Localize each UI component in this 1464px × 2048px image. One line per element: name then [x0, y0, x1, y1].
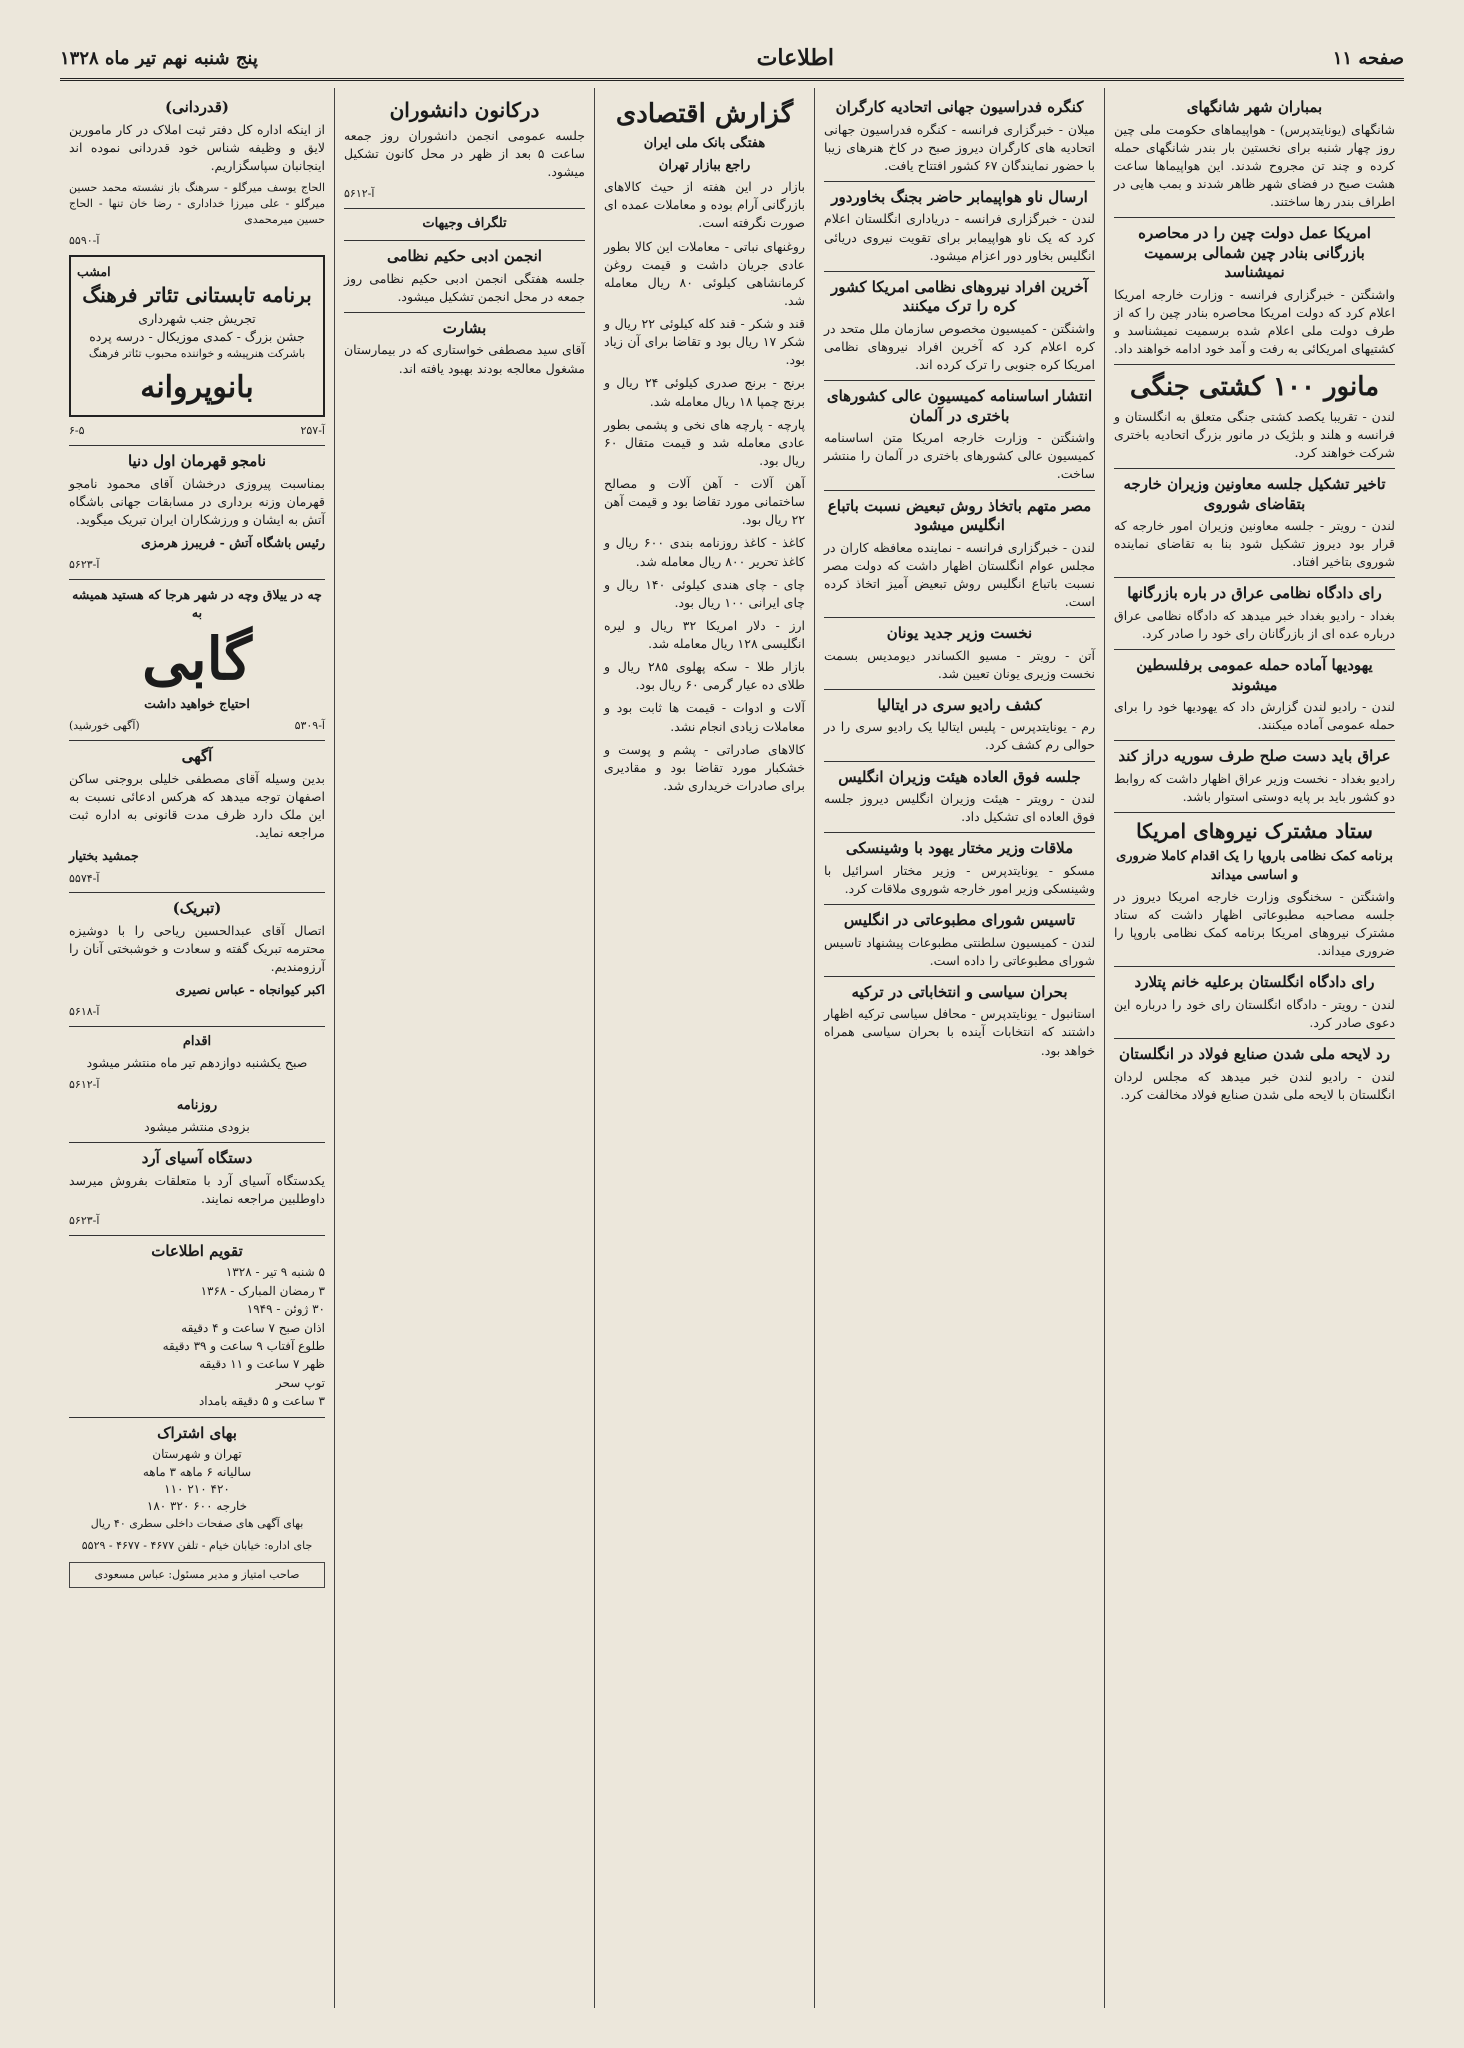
ad-number: آ-۵۵۷۴: [69, 871, 100, 885]
headline: رای دادگاه انگلستان برعلیه خانم پتلارد: [1134, 973, 1375, 992]
article-text: لندن - رادیو لندن خبر میدهد که مجلس لردان انگلستان با لایحه ملی شدن صنایع فولاد مخالفت کرد.: [1114, 1068, 1395, 1102]
divider: [824, 832, 1095, 833]
column-notices: [334, 88, 594, 2008]
headline: انتشار اساسنامه کمیسیون عالی کشورهای باختری در آلمان: [826, 387, 1093, 425]
article-text: آقای سید مصطفی خواستاری که در بیمارستان مشغول معالجه بودند بهبود یافته اند.: [344, 342, 585, 376]
ad-tag: امشب: [77, 263, 111, 279]
column-economic-report: [594, 88, 814, 2008]
calendar-title: تقویم اطلاعات: [151, 1241, 243, 1260]
article-text: جلسه عمومی انجمن دانشوران روز جمعه ساعت ۵ بعد از ظهر در محل کانون تشکیل میشود.: [344, 128, 585, 180]
divider: [1114, 966, 1395, 967]
article-text: واشنگتن - کمیسیون مخصوص سازمان ملل متحد در کره اعلام کرد که آخرین افراد نیروهای نظامی امریکا کره جنوبی را ترک کرده اند.: [824, 320, 1095, 372]
ad-line: باشرکت هنرپیشه و خواننده محبوب تئاتر فرهنگ: [88, 347, 306, 360]
headline: تاخیر تشکیل جلسه معاونین وزیران خارجه بتقاضای شوروی: [1123, 475, 1386, 513]
headline: آخرین افراد نیروهای نظامی امریکا کشور کره را ترک میکنند: [831, 277, 1088, 316]
article-text: لندن - خبرگزاری فرانسه - دریاداری انگلستان اعلام کرد که یک ناو هواپیمابر برای تقویت نیروی دریائی انگلیس بخاور دور اعزام میشود.: [824, 211, 1095, 263]
calendar-row: ۳ رمضان المبارک - ۱۳۶۸: [200, 1283, 325, 1298]
article-text: پارچه - پارچه های نخی و پشمی بطور عادی معامله شد و قیمت متقال ۶۰ ریال بود.: [604, 416, 805, 468]
divider: [1114, 1038, 1395, 1039]
subscription-prices: [69, 1446, 325, 1532]
ad-number: ۶-۵: [69, 424, 85, 438]
divider: [344, 208, 585, 209]
article-text: لندن - رویتر - جلسه معاونین وزیران امور خارجه که قرار بود دیروز تشکیل شود بنا به تقاضای نماینده شوروی بتاخیر افتاد.: [1114, 518, 1395, 570]
divider: [824, 617, 1095, 618]
price-row: تهران و شهرستان: [152, 1447, 242, 1462]
headline: رای دادگاه نظامی عراق در باره بازرگانها: [1127, 584, 1382, 603]
headline: ستاد مشترک نیروهای امریکا: [1136, 819, 1373, 844]
ad-number: آ-۵۶۱۸: [69, 1005, 100, 1019]
masthead: [60, 38, 1404, 81]
article-text: لندن - خبرگزاری فرانسه - نماینده معافظه کاران در مجلس عوام انگلستان اظهار داشت که دولت مصر نسبت باتباع انگلیس روش تبعیض آمیز اتخاذ کرده است.: [824, 539, 1095, 609]
article-text: رادیو بغداد - نخست وزیر عراق اظهار داشت که روابط دو کشور باید بر پایه دوستی استوار باشد.: [1114, 770, 1395, 804]
article-text: چای - چای هندی کیلوئی ۱۴۰ ریال و چای ایرانی ۱۰۰ ریال بود.: [604, 576, 806, 610]
article-text: واشنگتن - سخنگوی وزارت خارجه امریکا دیروز در جلسه مصاحبه مطبوعاتی اظهار داشت که ستاد مشترک نیروهای امریکا برنامه کمک نظامی باروپا را ضروری میداند.: [1114, 888, 1395, 959]
signatures: الحاج یوسف میرگلو - سرهنگ باز نشسته محمد حسین میرگلو - علی میرزا خداداری - رضا خان تنها - الحاج حسین میرمحمدی: [69, 180, 325, 226]
price-row: سالیانه ۶ ماهه ۳ ماهه: [142, 1464, 252, 1479]
subheadline: راجع ببازار تهران: [658, 158, 751, 174]
column-ads: [60, 88, 334, 2008]
headline: مصر متهم باتخاذ روش تبعیض نسبت باتباع انگلیس میشود: [827, 496, 1092, 534]
calendar-row: ۳۰ ژوئن - ۱۹۴۹: [246, 1302, 325, 1317]
paper-name: اطلاعات: [756, 45, 834, 71]
ad-line: تجریش جنب شهرداری: [138, 310, 256, 326]
divider: [1114, 649, 1395, 650]
article-text: لندن - رویتر - دادگاه انگلستان رای خود را درباره این دعوی صادر کرد.: [1114, 996, 1395, 1030]
ad-number: آ-۵۶۱۲: [69, 1078, 100, 1092]
ad-number: آ-۲۵۷: [300, 424, 325, 438]
article-text: برنج - برنج صدری کیلوئی ۲۴ ریال و برنج چمپا ۱۸ ریال معامله شد.: [604, 375, 805, 409]
article-text: شانگهای (یونایتدپرس) - هواپیماهای حکومت ملی چین روز چهار شنبه برای نخستین بار بندر شانگهای حمله کرده و چند تن مجروح شدند. این هواپیماها ساعت هشت صبح در فضای شهر ظاهر شدند و بمب هایی در اطراف بندر رها ساختند.: [1114, 121, 1395, 209]
divider: [824, 689, 1095, 690]
headline: امریکا عمل دولت چین را در محاصره بازرگانی بنادر چین شمالی برسمیت نمیشناسد: [1138, 224, 1371, 282]
divider: [1114, 740, 1395, 741]
divider: [344, 240, 585, 241]
gabi-brand: گابی: [142, 624, 252, 693]
calendar-row: اذان صبح ۷ ساعت و ۴ دقیقه: [181, 1320, 325, 1335]
subscription-title: بهای اشتراک: [157, 1423, 237, 1442]
price-note: بهای آگهی های صفحات داخلی سطری ۴۰ ریال: [90, 1516, 304, 1530]
divider: [69, 445, 325, 446]
issue-date: پنج شنبه نهم تیر ماه ۱۳۲۸: [60, 47, 258, 69]
address: جای اداره: خیابان خیام - تلفن ۴۶۷۷ - ۴۶۷۷ - ۵۵۲۹: [81, 1538, 313, 1552]
subheadline: هفتگی بانک ملی ایران: [643, 135, 766, 151]
article-text: آهن آلات - آهن آلات و مصالح ساختمانی مورد تقاضا بود و قیمت آهن ۲۲ ریال بود.: [604, 476, 805, 528]
article-text: یکدستگاه آسیای آرد با متعلقات بفروش میرسد داوطلبین مراجعه نمایند.: [69, 1172, 325, 1206]
article-text: آتن - رویتر - مسیو الکساندر دیومدیس بسمت نخست وزیری یونان تعیین شد.: [824, 647, 1095, 681]
divider: [1114, 812, 1395, 813]
divider: [824, 904, 1095, 905]
headline: دركانون دانشوران: [389, 98, 540, 122]
ad-brand: بانوپروانه: [140, 369, 254, 405]
article-text: رم - یونایتدپرس - پلیس ایتالیا یک رادیو سری را در حوالی رم کشف کرد.: [824, 719, 1095, 753]
calendar-row: طلوع آفتاب ۹ ساعت و ۳۹ دقیقه: [162, 1339, 325, 1354]
headline: آگهی: [181, 747, 213, 766]
divider: [1114, 577, 1395, 578]
headline: (تبریک): [172, 899, 222, 918]
headline: بمباران شهر شانگهای: [1186, 98, 1323, 116]
article-text: بزودی منتشر میشود: [144, 1119, 250, 1135]
page-number: صفحه ۱۱: [1332, 47, 1404, 69]
calendar-row: ۵ شنبه ۹ تیر - ۱۳۲۸: [225, 1265, 325, 1280]
article-text: استانبول - یونایتدپرس - محافل سیاسی ترکیه اظهار داشتند که انتخابات آینده با بحران سیاسی همراه خواهد بود.: [824, 1006, 1095, 1058]
headline: ارسال ناو هواپیمابر حاضر بجنگ بخاوردور: [831, 187, 1088, 206]
headline: تاسیس شورای مطبوعاتی در انگلیس: [843, 911, 1076, 929]
headline: روزنامه: [176, 1098, 218, 1114]
article-text: واشنگتن - خبرگزاری فرانسه - وزارت خارجه امریکا اعلام کرد که دولت امریکا محاصره بنادر چین را که از طرف دولت ملی اعلام شده برسمیت نمیشناسد و کشتیهای امریکائی به رفت و آمد خود ادامه خواهند داد.: [1114, 286, 1395, 356]
ad-number: آ-۵۶۲۳: [69, 1214, 100, 1228]
headline: نامجو قهرمان اول دنیا: [127, 452, 267, 471]
headline: نخست وزیر جدید یونان: [886, 624, 1033, 642]
column-world-news: [1104, 88, 1404, 2008]
article-text: روغنهای نباتی - معاملات این کالا بطور عادی جریان داشت و قیمت روغن کرمانشاهی کیلوئی ۸۰ ریال معامله شد.: [604, 238, 805, 308]
divider: [344, 312, 585, 313]
calendar-row: ۳ ساعت و ۵ دقیقه بامداد: [198, 1394, 325, 1409]
ad-tag: (آگهی خورشید): [69, 719, 140, 733]
column-foreign-news: [814, 88, 1104, 2008]
divider: [1114, 217, 1395, 218]
divider: [824, 181, 1095, 182]
article-text: بمناسبت پیروزی درخشان آقای محمود نامجو قهرمان وزنه برداری در مسابقات جهانی باشگاه آتش به ایشان و ورزشکاران ایران تبریک میگوید.: [69, 475, 325, 528]
article-text: ارز - دلار امریکا ۳۲ ریال و لیره انگلیسی ۱۲۸ ریال معامله شد.: [604, 617, 806, 652]
headline: کنگره فدراسیون جهانی اتحادیه کارگران: [835, 98, 1084, 116]
divider: [69, 1417, 325, 1418]
subheadline: برنامه کمک نظامی باروپا را یک اقدام کاملا ضروری و اساسی میداند: [1116, 849, 1393, 883]
headline: انجمن ادبی حکیم نظامی: [387, 247, 542, 266]
ad-number: آ-۵۶۲۳: [69, 558, 100, 572]
headline: تلگراف وجيهات: [422, 216, 507, 232]
columns: [60, 88, 1404, 2008]
article-text: بازار در این هفته از حیث کالاهای بازرگانی آرام بوده و معاملات عمده ای صورت نگرفته است.: [604, 179, 805, 231]
headline: ملاقات وزیر مختار یهود با وشینسکی: [845, 839, 1074, 858]
signature: اکبر کیوانجاه - عباس نصیری: [175, 982, 325, 998]
gabi-ad-line: احتیاج خواهید داشت: [144, 696, 250, 712]
divider: [69, 740, 325, 741]
article-text: کالاهای صادراتی - پشم و پوست و خشکبار مورد تقاضا بود و مقادیری برای صادرات خریداری شد.: [604, 741, 805, 793]
divider: [824, 761, 1095, 762]
divider: [69, 892, 325, 893]
article-text: بدین وسیله آقای مصطفی خلیلی بروجنی ساکن اصفهان توجه میدهد که هرکس ادعائی نسبت به این ملک دارد ظرف مدت قانونی به اداره ثبت مراجعه نماید.: [69, 770, 325, 841]
divider: [69, 1235, 325, 1236]
price-row: ۴۲۰ ۲۱۰ ۱۱۰: [164, 1481, 230, 1496]
headline: عراق باید دست صلح طرف سوریه دراز کند: [1118, 747, 1391, 766]
article-text: صبح یکشنبه دوازدهم تیر ماه منتشر میشود: [86, 1055, 308, 1071]
article-text: اتصال آقای عبدالحسین ریاحی را با دوشیزه محترمه تبریک گفته و سعادت و خوشبختی آنان را آرزومندیم.: [69, 922, 325, 975]
headline: جلسه فوق العاده هیئت وزیران انگلیس: [838, 767, 1081, 786]
headline: کشف رادیو سری در ایتالیا: [877, 695, 1042, 714]
price-row: خارجه ۶۰۰ ۳۲۰ ۱۸۰: [146, 1499, 248, 1514]
divider: [69, 1026, 325, 1027]
headline: یهودیها آماده حمله عمومی برفلسطین میشوند: [1136, 656, 1373, 694]
article-text: لندن - کمیسیون سلطنتی مطبوعات پیشنهاد تاسیس شورای مطبوعاتی را داده است.: [824, 934, 1095, 968]
calendar: [69, 1264, 325, 1410]
headline: گزارش اقتصادی: [615, 99, 794, 129]
ad-title: برنامه تابستانی تئاتر فرهنگ: [82, 282, 312, 307]
divider: [1114, 364, 1395, 365]
ad-number: آ-۵۳۰۹: [294, 719, 325, 733]
article-text: میلان - خبرگزاری فرانسه - کنگره فدراسیون جهانی اتحادیه های کارگران دیروز صبح در کاخ هنرهای زیبا با حضور نمایندگان ۶۷ کشور افتتاح یافت.: [824, 121, 1095, 173]
gabi-ad-line: چه در ییلاق وچه در شهر هرجا که هستید همیشه به: [72, 587, 322, 621]
article-text: لندن - رادیو لندن گزارش داد که یهودیها خود را برای حمله عمومی آماده میکنند.: [1114, 699, 1395, 733]
headline: رد لایحه ملی شدن صنایع فولاد در انگلستان: [1118, 1045, 1391, 1064]
headline: دستگاه آسیای آرد: [141, 1149, 253, 1168]
divider: [69, 579, 325, 580]
ad-number: آ-۵۶۱۲: [344, 187, 375, 201]
calendar-row: توپ سحر: [275, 1375, 325, 1390]
publisher-stamp: صاحب امتیاز و مدیر مسئول: عباس مسعودی: [69, 1562, 325, 1588]
article-text: مسکو - یونایتدپرس - وزیر مختار اسرائیل با وشینسکی وزیر امور خارجه شوروی ملاقات کرد.: [824, 862, 1095, 896]
article-text: واشنگتن - وزارت خارجه امریکا متن اساسنامه کمیسیون عالی کشورهای باختری در آلمان را منتشر ساخت.: [824, 430, 1095, 482]
divider: [824, 380, 1095, 381]
article-text: بازار طلا - سکه پهلوی ۲۸۵ ریال و طلای ده عیار گرمی ۶۰ ریال بود.: [604, 659, 806, 693]
article-text: قند و شکر - قند کله کیلوئی ۲۲ ریال و شکر ۱۷ ریال بود و تقاضا برای آن زیاد بود.: [604, 316, 806, 368]
article-text: کاغذ - کاغذ روزنامه بندی ۶۰۰ ریال و کاغذ تحریر ۸۰۰ ریال معامله شد.: [604, 535, 805, 569]
article-text: لندن - رویتر - هیئت وزیران انگلیس دیروز جلسه فوق العاده ای تشکیل داد.: [824, 791, 1095, 825]
signature: رئیس باشگاه آتش - فریبرز هرمزی: [140, 535, 325, 551]
ad-line: جشن بزرگ - کمدی موزیکال - درسه پرده: [89, 328, 305, 344]
divider: [824, 976, 1095, 977]
article-text: لندن - تقریبا یکصد کشتی جنگی متعلق به انگلستان و فرانسه و هلند و بلژیک در مانور بزرگ اتحادیه باختری شرکت خواهند کرد.: [1114, 408, 1395, 460]
article-text: آلات و ادوات - قیمت ها ثابت بود و معاملات زیادی انجام نشد.: [604, 700, 805, 734]
calendar-row: ظهر ۷ ساعت و ۱۱ دقیقه: [199, 1357, 325, 1372]
article-text: از اینکه اداره کل دفتر ثبت املاک در کار مامورین لایق و وظیفه شناس خود قدردانی نموده اند اینجانبان سپاسگزاریم.: [69, 121, 325, 173]
headline: بحران سیاسی و انتخاباتی در ترکیه: [851, 982, 1068, 1001]
headline: بشارت: [442, 318, 487, 337]
ad-number: آ-۵۵۹۰: [69, 233, 100, 247]
divider: [824, 490, 1095, 491]
theater-ad: [69, 255, 325, 418]
divider: [824, 271, 1095, 272]
article-text: بغداد - رادیو بغداد خبر میدهد که دادگاه نظامی عراق درباره عده ای از بازرگانان رای خود را صادر کرد.: [1114, 607, 1395, 641]
article-text: جلسه هفتگی انجمن ادبی حکیم نظامی روز جمعه در محل انجمن تشکیل میشود.: [344, 270, 585, 304]
signature: جمشید بختیار: [69, 848, 139, 864]
divider: [69, 1142, 325, 1143]
headline: (قدردانی): [164, 98, 229, 116]
divider: [1114, 468, 1395, 469]
headline: مانور ۱۰۰ کشتی جنگی: [1129, 372, 1380, 403]
headline: اقدام: [182, 1034, 212, 1050]
